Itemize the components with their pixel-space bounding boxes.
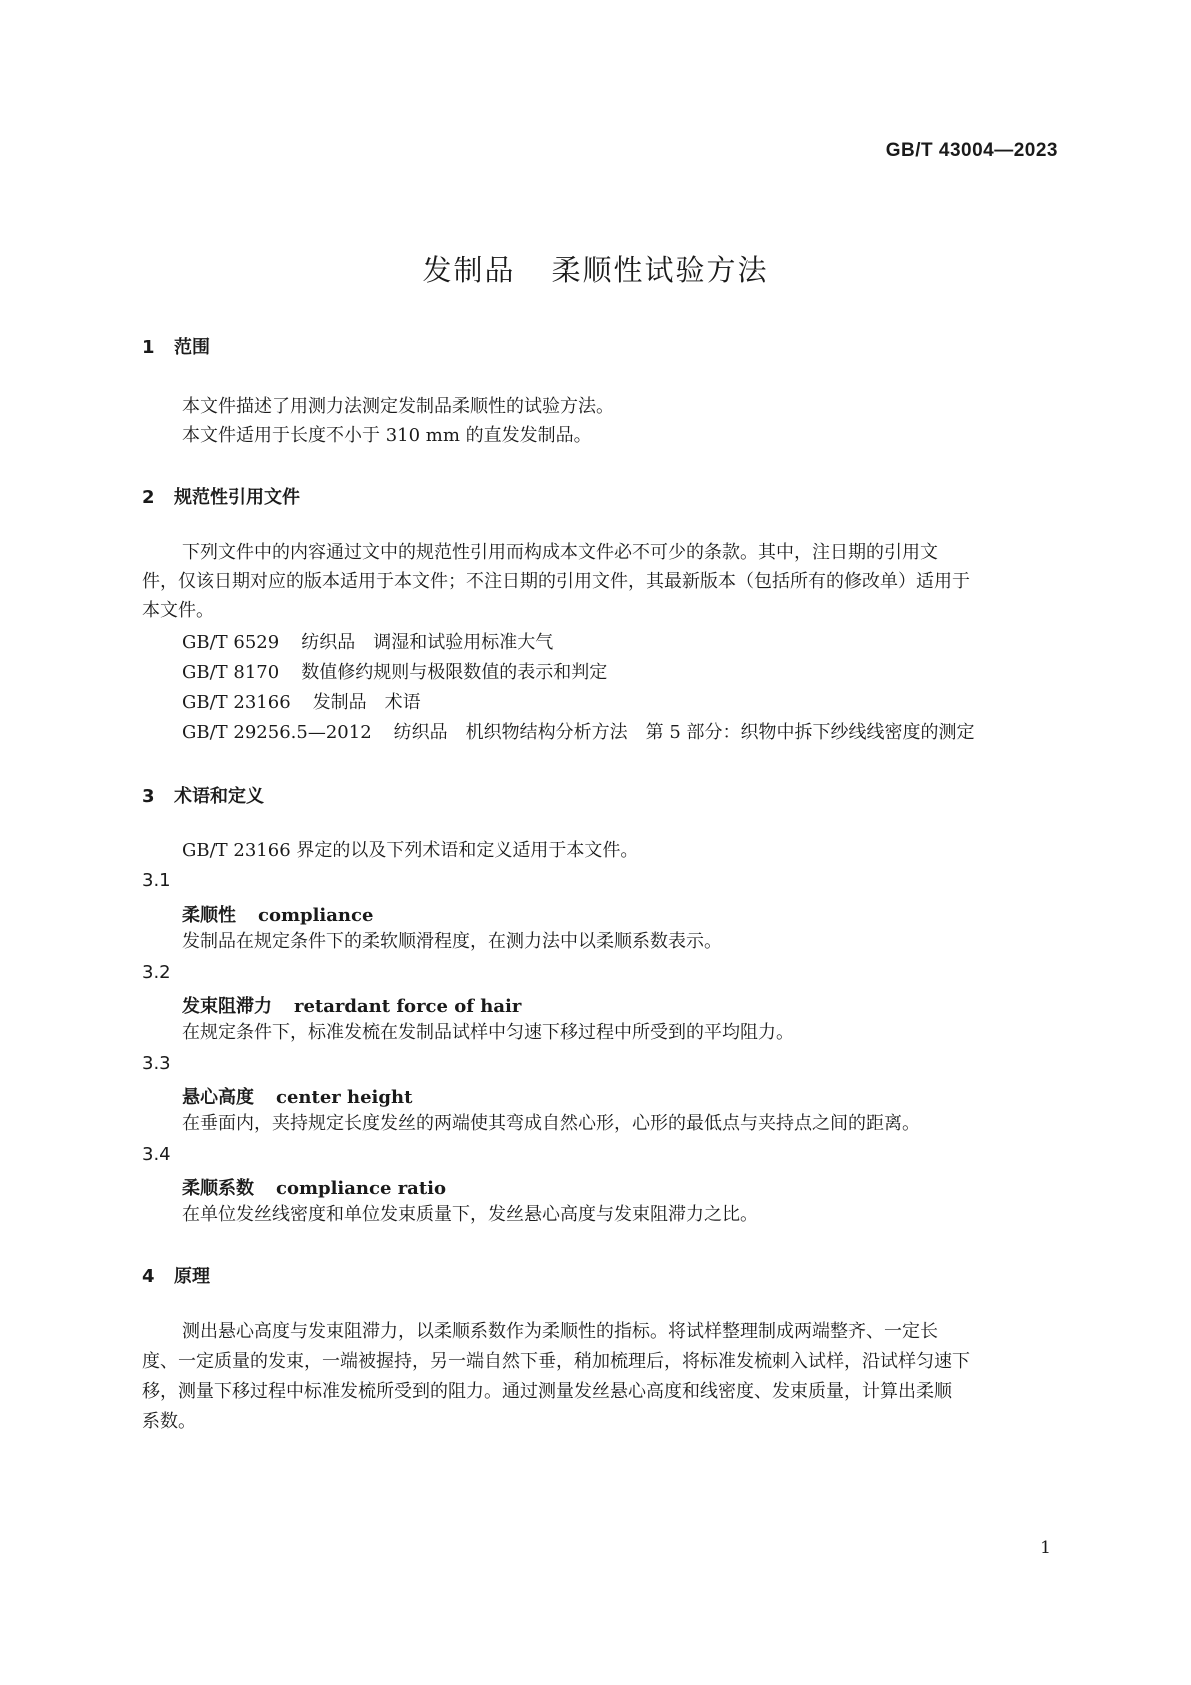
term-heading (182, 901, 373, 927)
paragraph-line: 移，测量下移过程中标准发梳所受到的阻力。通过测量发丝悬心高度和线密度、发束质量，计算出柔顺 (142, 1381, 952, 1402)
reference-code: GB/T 6529 (182, 632, 280, 653)
term-chinese: 柔顺系数 (182, 1178, 254, 1199)
section-title: 术语和定义 (174, 786, 264, 807)
section-2-heading (142, 483, 300, 509)
paragraph-line: 下列文件中的内容通过文中的规范性引用而构成本文件必不可少的条款。其中，注日期的引用文 (182, 542, 938, 563)
term-definition: 发制品在规定条件下的柔软顺滑程度，在测力法中以柔顺系数表示。 (182, 931, 722, 952)
term-heading (182, 1174, 446, 1200)
section-number: 3 (142, 786, 155, 807)
document-title (0, 248, 1191, 289)
paragraph-line: 测出悬心高度与发束阻滞力，以柔顺系数作为柔顺性的指标。将试样整理制成两端整齐、一定长 (182, 1321, 938, 1342)
reference-code: GB/T 8170 (182, 662, 280, 683)
reference-item (182, 691, 1102, 715)
reference-item (182, 631, 1102, 655)
term-definition: 在规定条件下，标准发梳在发制品试样中匀速下移过程中所受到的平均阻力。 (182, 1022, 794, 1043)
section-title: 原理 (174, 1266, 210, 1287)
section-3-heading (142, 782, 264, 808)
section-4-heading (142, 1262, 210, 1288)
section-1-heading (142, 333, 210, 359)
reference-title: 纺织品 调湿和试验用标准大气 (301, 632, 554, 653)
term-number: 3.1 (142, 870, 171, 891)
term-english: retardant force of hair (294, 996, 522, 1017)
paragraph-line: 本文件描述了用测力法测定发制品柔顺性的试验方法。 (182, 396, 614, 417)
standard-code: GB/T 43004—2023 (885, 140, 1058, 161)
reference-title: 数值修约规则与极限数值的表示和判定 (301, 662, 608, 683)
section-number: 1 (142, 337, 155, 358)
paragraph-line: 系数。 (142, 1411, 196, 1432)
term-english: compliance (258, 905, 374, 926)
term-chinese: 发束阻滞力 (182, 996, 272, 1017)
title-part-1: 发制品 (422, 253, 516, 287)
reference-code: GB/T 23166 (182, 692, 291, 713)
term-english: compliance ratio (276, 1178, 447, 1199)
term-number: 3.2 (142, 962, 171, 983)
term-chinese: 柔顺性 (182, 905, 236, 926)
term-number: 3.4 (142, 1144, 171, 1165)
term-english: center height (276, 1087, 413, 1108)
reference-title: 纺织品 机织物结构分析方法 第 5 部分：织物中拆下纱线线密度的测定 (393, 722, 975, 743)
paragraph-line: 本文件适用于长度不小于 310 mm 的直发发制品。 (182, 425, 592, 446)
term-heading (182, 1083, 412, 1109)
section-number: 2 (142, 487, 155, 508)
section-number: 4 (142, 1266, 155, 1287)
section-title: 范围 (174, 337, 210, 358)
paragraph-line: 件，仅该日期对应的版本适用于本文件；不注日期的引用文件，其最新版本（包括所有的修改单）适用于 (142, 571, 970, 592)
term-definition: 在垂面内，夹持规定长度发丝的两端使其弯成自然心形，心形的最低点与夹持点之间的距离。 (182, 1113, 920, 1134)
term-definition: 在单位发丝线密度和单位发束质量下，发丝悬心高度与发束阻滞力之比。 (182, 1204, 758, 1225)
reference-title: 发制品 术语 (312, 692, 421, 713)
term-heading (182, 992, 521, 1018)
reference-item (182, 721, 1102, 745)
paragraph-line: 本文件。 (142, 600, 214, 621)
page-number: 1 (1040, 1538, 1051, 1558)
paragraph-line: GB/T 23166 界定的以及下列术语和定义适用于本文件。 (182, 840, 639, 861)
term-chinese: 悬心高度 (182, 1087, 254, 1108)
paragraph-line: 度、一定质量的发束，一端被握持，另一端自然下垂，稍加梳理后，将标准发梳刺入试样，沿试样匀速下 (142, 1351, 970, 1372)
section-title: 规范性引用文件 (174, 487, 300, 508)
reference-item (182, 661, 1102, 685)
term-number: 3.3 (142, 1053, 171, 1074)
title-part-2: 柔顺性试验方法 (551, 253, 769, 287)
reference-code: GB/T 29256.5—2012 (182, 722, 372, 743)
